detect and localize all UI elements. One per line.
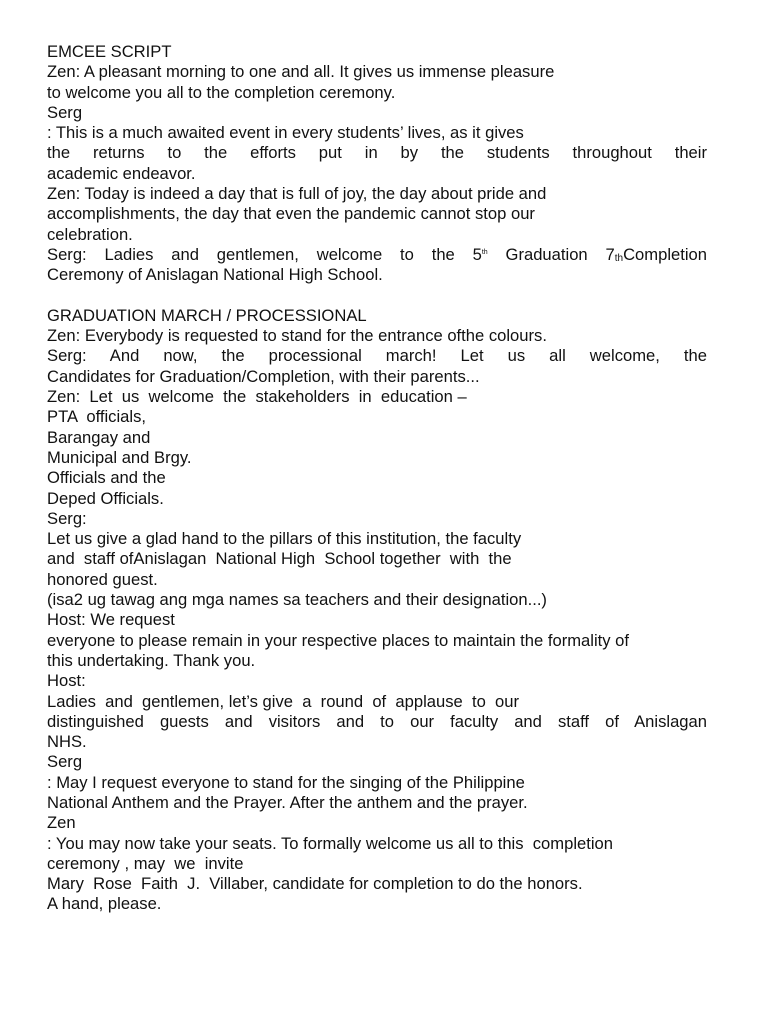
speaker-label: Zen	[47, 813, 76, 833]
script-line: National Anthem and the Prayer. After the anthem and the prayer.	[47, 792, 528, 812]
script-line: to welcome you all to the completion ceremony.	[47, 82, 396, 102]
script-line: Mary Rose Faith J. Villaber, candidate for completion to do the honors.	[47, 874, 583, 894]
script-line: ceremony , may we invite	[47, 853, 244, 873]
document-title: EMCEE SCRIPT	[47, 42, 172, 61]
script-line: Ceremony of Anislagan National High School.	[47, 265, 383, 285]
script-line: distinguished guests and visitors and to our faculty and staff of Anislagan	[47, 711, 707, 731]
script-line-welcome	[47, 245, 707, 265]
script-line: PTA officials,	[47, 407, 146, 427]
script-line: Zen: A pleasant morning to one and all. It gives us immense pleasure	[47, 62, 555, 82]
script-line: Zen: Today is indeed a day that is full of joy, the day about pride and	[47, 184, 547, 204]
welcome-text-b: Graduation 7	[487, 244, 615, 264]
ordinal-subscript: th	[614, 252, 624, 264]
script-line: : This is a much awaited event in every students’ lives, as it gives	[47, 123, 524, 143]
speaker-label: Serg	[47, 102, 83, 122]
script-line: Serg: And now, the processional march! Let us all welcome, the	[47, 346, 707, 366]
speaker-label: Host:	[47, 671, 86, 691]
section-heading: GRADUATION MARCH / PROCESSIONAL	[47, 305, 367, 325]
document-page	[47, 42, 707, 915]
script-line: everyone to please remain in your respective places to maintain the formality of	[47, 630, 629, 650]
script-line: Ladies and gentlemen, let’s give a round of applause to our	[47, 691, 520, 711]
script-line: Zen: Let us welcome the stakeholders in education –	[47, 387, 467, 407]
script-line: Officials and the	[47, 468, 166, 488]
script-line: this undertaking. Thank you.	[47, 650, 256, 670]
speaker-label: Serg:	[47, 508, 87, 528]
script-line: and staff ofAnislagan National High School together with the	[47, 549, 512, 569]
speaker-label: Serg	[47, 752, 83, 772]
script-line: : You may now take your seats. To formally welcome us all to this completion	[47, 833, 613, 853]
script-line: honored guest.	[47, 569, 158, 589]
welcome-text-c: Completion	[623, 244, 707, 264]
script-line: Let us give a glad hand to the pillars of this institution, the faculty	[47, 529, 522, 549]
script-line: the returns to the efforts put in by the students throughout their	[47, 143, 707, 163]
script-line: Zen: Everybody is requested to stand for the entrance ofthe colours.	[47, 326, 547, 346]
script-line: Municipal and Brgy.	[47, 447, 192, 467]
script-line: (isa2 ug tawag ang mga names sa teachers and their designation...)	[47, 590, 547, 610]
script-line: Barangay and	[47, 427, 151, 447]
script-line: celebration.	[47, 224, 133, 244]
script-line: Candidates for Graduation/Completion, with their parents...	[47, 366, 480, 386]
script-line: : May I request everyone to stand for the singing of the Philippine	[47, 772, 525, 792]
script-line: Deped Officials.	[47, 488, 164, 508]
script-line: A hand, please.	[47, 894, 162, 914]
script-line: Host: We request	[47, 610, 175, 630]
welcome-text-a: Serg: Ladies and gentlemen, welcome to the 5	[47, 244, 482, 264]
script-line: academic endeavor.	[47, 163, 196, 183]
ordinal-superscript: th	[481, 248, 488, 256]
paragraph-gap	[47, 286, 707, 306]
script-line: accomplishments, the day that even the pandemic cannot stop our	[47, 204, 535, 224]
script-line: NHS.	[47, 732, 87, 752]
